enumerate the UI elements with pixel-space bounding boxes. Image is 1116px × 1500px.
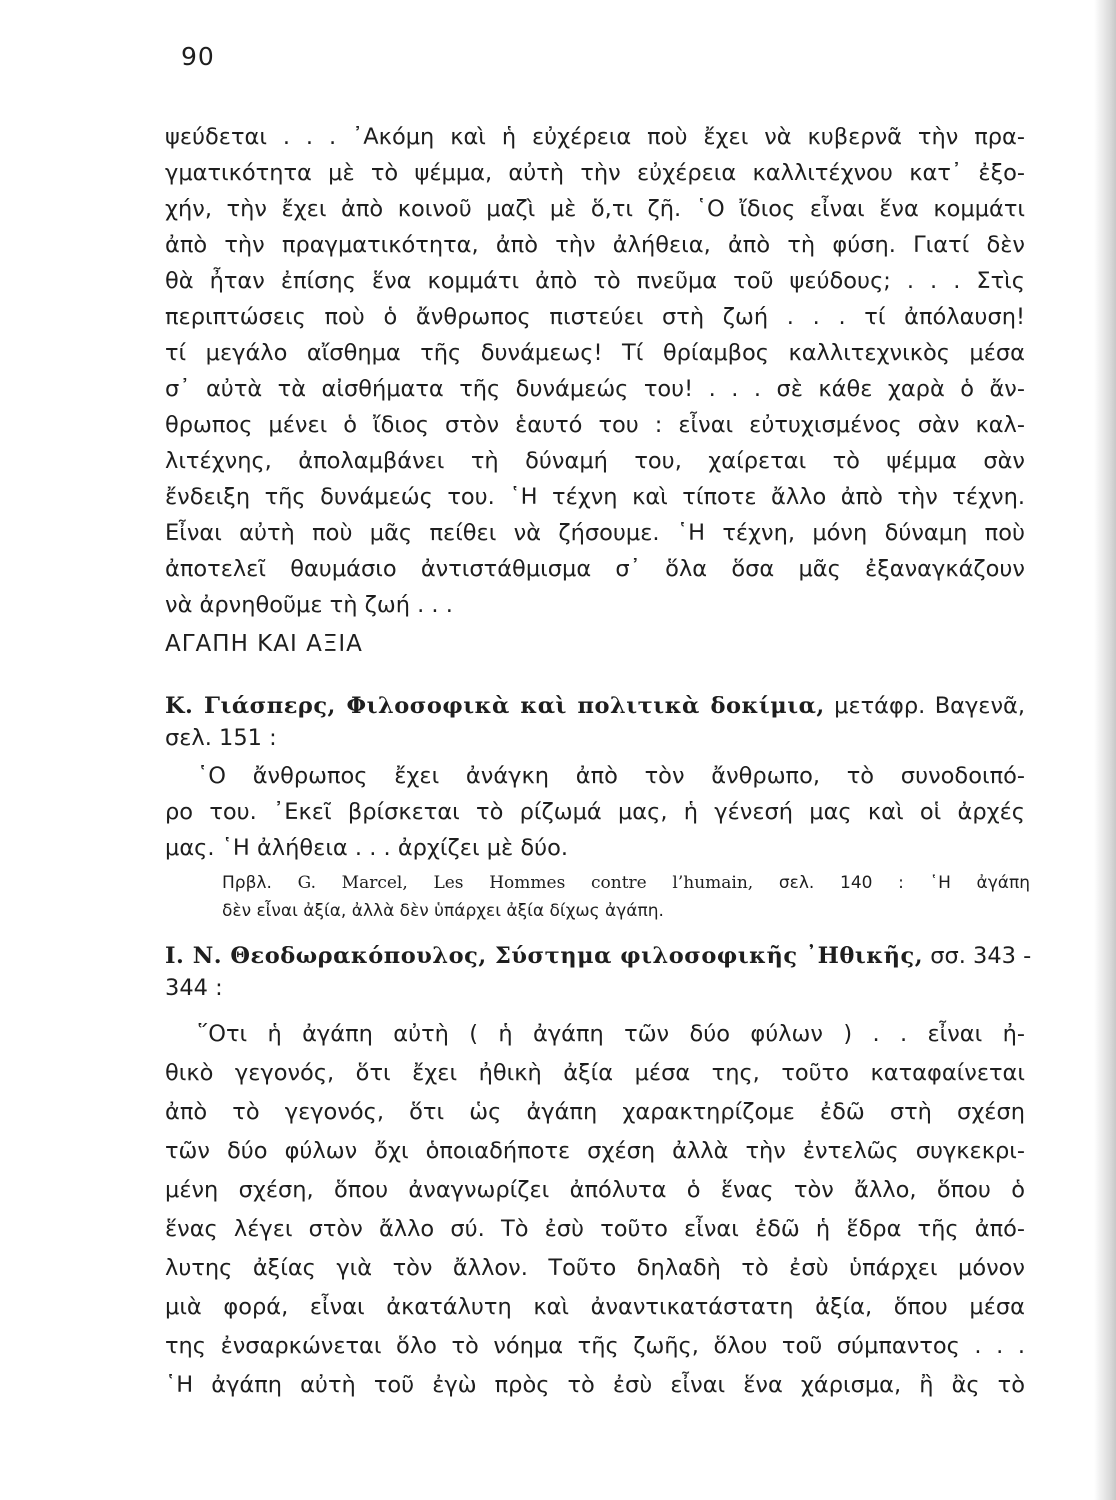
para1-line: Εἶναι αὐτὴ ποὺ μᾶς πείθει νὰ ζήσουμε. ῾Η τέχνη, μόνη δύναμη ποὺ xyxy=(165,520,1025,546)
para2-line: μας. ῾Η ἀλήθεια . . . ἀρχίζει μὲ δύο. xyxy=(165,835,569,861)
citation-page: 344 : xyxy=(165,975,223,1001)
para1-line: ἀποτελεῖ θαυμάσιο ἀντιστάθμισμα σ᾿ ὅλα ὅσα μᾶς ἐξαναγκάζουν xyxy=(165,556,1025,582)
para3-line: ῾Η ἀγάπη αὐτὴ τοῦ ἐγὼ πρὸς τὸ ἐσὺ εἶναι ἕνα χάρισμα, ἢ ἂς τὸ xyxy=(165,1372,1025,1398)
para1-line: χήν, τὴν ἔχει ἀπὸ κοινοῦ μαζὶ μὲ ὅ,τι ζῆ. ῾Ο ἴδιος εἶναι ἕνα κομμάτι xyxy=(165,196,1025,222)
para1-line: περιπτώσεις ποὺ ὁ ἄνθρωπος πιστεύει στὴ ζωή . . . τί ἀπόλαυση! xyxy=(165,304,1025,330)
note-latin-reference: G. Marcel, Les Hommes contre l’humain, xyxy=(297,873,754,893)
note-line: δὲν εἶναι ἀξία, ἀλλὰ δὲν ὑπάρχει ἀξία δίχως ἀγάπη. xyxy=(222,901,664,921)
comparison-note xyxy=(222,870,1030,896)
para3-line: τῶν δύο φύλων ὄχι ὁποιαδήποτε σχέση ἀλλὰ τὴν ἐντελῶς συγκεκρι- xyxy=(165,1138,1025,1164)
citation-author-title: Κ. Γιάσπερς, Φιλοσοφικὰ καὶ πολιτικὰ δοκίμια, xyxy=(165,693,825,719)
note-rest: σελ. 140 : ῾Η ἀγάπη xyxy=(778,873,1031,893)
para1-line: τί μεγάλο αἴσθημα τῆς δυνάμεως! Τί θρίαμβος καλλιτεχνικὸς μέσα xyxy=(165,340,1025,366)
para1-line: νὰ ἀρνηθοῦμε τὴ ζωή . . . xyxy=(165,592,453,618)
para3-line: μένη σχέση, ὅπου ἀναγνωρίζει ἀπόλυτα ὁ ἕνας τὸν ἄλλο, ὅπου ὁ xyxy=(165,1177,1025,1203)
para1-line: ἔνδειξη τῆς δυνάμεώς του. ῾Η τέχνη καὶ τίποτε ἄλλο ἀπὸ τὴν τέχνη. xyxy=(165,484,1025,510)
para3-line: ῞Οτι ἡ ἀγάπη αὐτὴ ( ἡ ἀγάπη τῶν δύο φύλων ) . . εἶναι ἠ- xyxy=(197,1021,1025,1047)
note-prefix: Πρβλ. xyxy=(222,873,272,893)
para3-line: θικὸ γεγονός, ὅτι ἔχει ἠθικὴ ἀξία μέσα της, τοῦτο καταφαίνεται xyxy=(165,1060,1025,1086)
para2-line: ρο του. ᾿Εκεῖ βρίσκεται τὸ ρίζωμά μας, ἡ γένεσή μας καὶ οἱ ἀρχές xyxy=(165,799,1025,825)
para1-line: σ᾿ αὐτὰ τὰ αἰσθήματα τῆς δυνάμεώς του! . . . σὲ κάθε χαρὰ ὁ ἄν- xyxy=(165,376,1025,402)
citation-author-title: Ι. Ν. Θεοδωρακόπουλος, Σύστημα φιλοσοφικῆς ᾿Ηθικῆς, xyxy=(165,943,924,969)
section-heading: ΑΓΑΠΗ ΚΑΙ ΑΞΙΑ xyxy=(165,631,363,657)
para3-line: ἕνας λέγει στὸν ἄλλο σύ. Τὸ ἐσὺ τοῦτο εἶναι ἐδῶ ἡ ἕδρα τῆς ἀπό- xyxy=(165,1216,1025,1242)
para3-line: λυτης ἀξίας γιὰ τὸν ἄλλον. Τοῦτο δηλαδὴ τὸ ἐσὺ ὑπάρχει μόνον xyxy=(165,1255,1025,1281)
para1-line: ψεύδεται . . . ᾿Ακόμη καὶ ἡ εὐχέρεια ποὺ ἔχει νὰ κυβερνᾶ τὴν πρα- xyxy=(165,124,1025,150)
para1-line: γματικότητα μὲ τὸ ψέμμα, αὐτὴ τὴν εὐχέρεια καλλιτέχνου κατ᾿ ἐξο- xyxy=(165,160,1025,186)
para3-line: ἀπὸ τὸ γεγονός, ὅτι ὡς ἀγάπη χαρακτηρίζομε ἐδῶ στὴ σχέση xyxy=(165,1099,1025,1125)
citation-jaspers xyxy=(165,690,1025,722)
para1-line: ἀπὸ τὴν πραγματικότητα, ἀπὸ τὴν ἀλήθεια, ἀπὸ τὴ φύση. Γιατί δὲν xyxy=(165,232,1025,258)
para1-line: λιτέχνης, ἀπολαμβάνει τὴ δύναμή του, χαίρεται τὸ ψέμμα σὰν xyxy=(165,448,1025,474)
citation-translator: μετάφρ. Βαγενᾶ, xyxy=(834,693,1025,719)
para1-line: θὰ ἦταν ἐπίσης ἕνα κομμάτι ἀπὸ τὸ πνεῦμα τοῦ ψεύδους; . . . Στὶς xyxy=(165,268,1025,294)
citation-page: σελ. 151 : xyxy=(165,725,277,751)
para2-line: ῾Ο ἄνθρωπος ἔχει ἀνάγκη ἀπὸ τὸν ἄνθρωπο, τὸ συνοδοιπό- xyxy=(197,763,1025,789)
citation-pages: σσ. 343 - xyxy=(930,943,1032,969)
para3-line: της ἐνσαρκώνεται ὅλο τὸ νόημα τῆς ζωῆς, ὅλου τοῦ σύμπαντος . . . xyxy=(165,1333,1025,1359)
page-number: 90 xyxy=(181,42,215,71)
citation-theodorakopoulos xyxy=(165,940,1032,972)
para1-line: θρωπος μένει ὁ ἴδιος στὸν ἑαυτό του : εἶναι εὐτυχισμένος σὰν καλ- xyxy=(165,412,1025,438)
para3-line: μιὰ φορά, εἶναι ἀκατάλυτη καὶ ἀναντικατάστατη ἀξία, ὅπου μέσα xyxy=(165,1294,1025,1320)
